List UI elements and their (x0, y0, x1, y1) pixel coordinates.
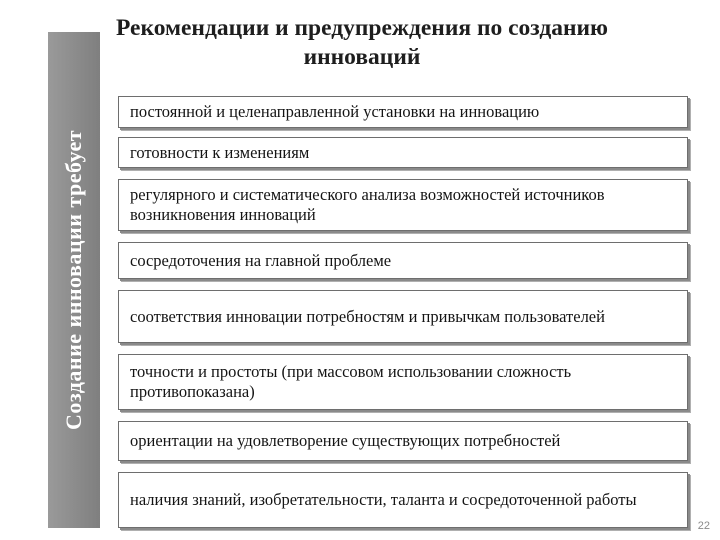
list-item: сосредоточения на главной проблеме (118, 242, 688, 279)
page-title: Рекомендации и предупреждения по созданию инноваций (115, 15, 608, 70)
list-item: соответствия инновации потребностям и привычкам пользователей (118, 290, 688, 343)
list-item: наличия знаний, изобретательности, таланта и сосредоточенной работы (118, 472, 688, 528)
list-item: постоянной и целенаправленной установки на инновацию (118, 96, 688, 128)
list-item: регулярного и систематического анализа возможностей источников возникновения инноваций (118, 179, 688, 231)
requirements-list (118, 0, 690, 540)
side-bar (48, 32, 100, 528)
list-item: точности и простоты (при массовом использовании сложность противопоказана) (118, 354, 688, 410)
page-number: 22 (697, 520, 710, 532)
side-label: Создание инновации требует (61, 129, 86, 431)
list-item: готовности к изменениям (118, 137, 688, 168)
list-item: ориентации на удовлетворение существующих потребностей (118, 421, 688, 461)
